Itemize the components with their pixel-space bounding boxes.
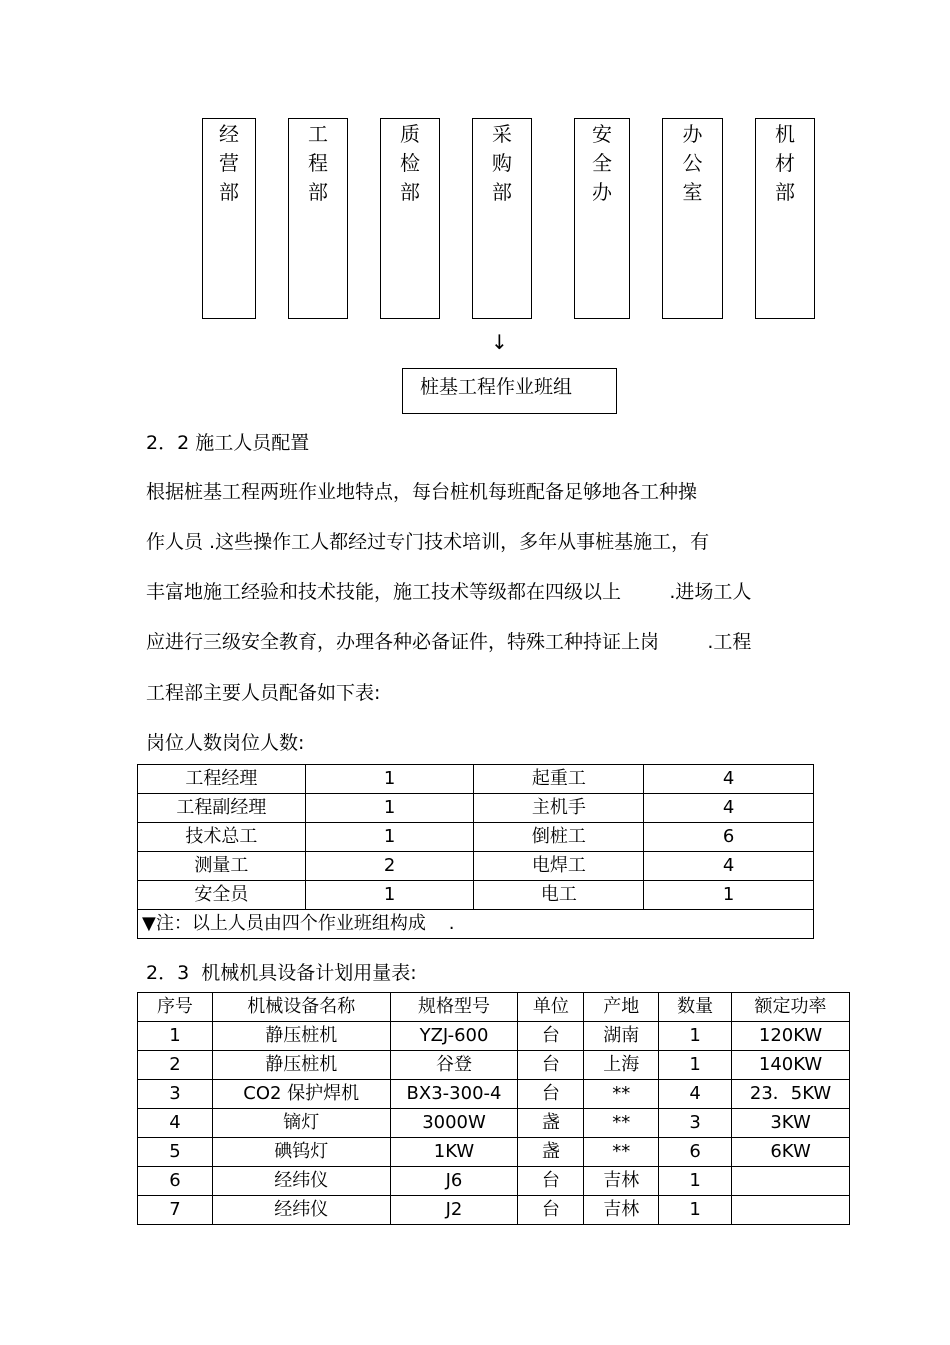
table-cell: CO2 保护焊机 xyxy=(212,1080,390,1109)
table-cell: 工程经理 xyxy=(138,765,306,794)
table-cell: 湖南 xyxy=(584,1022,659,1051)
table-cell: 经纬仪 xyxy=(212,1167,390,1196)
table-cell: 1KW xyxy=(390,1138,518,1167)
table-cell xyxy=(732,1167,850,1196)
dept-char: 部 xyxy=(400,180,420,204)
table-cell: 1 xyxy=(305,881,474,910)
table-row xyxy=(138,1022,850,1051)
table-cell: 电焊工 xyxy=(474,852,644,881)
section-heading: 2．2 施工人员配置 xyxy=(146,432,310,454)
table-cell: 120KW xyxy=(732,1022,850,1051)
dept-char: 办 xyxy=(682,122,703,146)
table-cell: 7 xyxy=(138,1196,213,1225)
table-header-cell: 规格型号 xyxy=(390,993,518,1022)
table-row xyxy=(138,765,814,794)
paragraph-line: 应进行三级安全教育，办理各种必备证件，特殊工种持证上岗 .工程 xyxy=(146,631,752,653)
down-arrow-icon: ↓ xyxy=(491,330,508,354)
table-row xyxy=(138,1196,850,1225)
table-cell: 测量工 xyxy=(138,852,306,881)
dept-char: 安 xyxy=(592,122,612,146)
table-cell: 2 xyxy=(138,1051,213,1080)
table-cell: 1 xyxy=(305,765,474,794)
paragraph-line: 丰富地施工经验和技术技能，施工技术等级都在四级以上 .进场工人 xyxy=(146,581,752,603)
table-cell: 5 xyxy=(138,1138,213,1167)
table-row xyxy=(138,1167,850,1196)
table-cell: ** xyxy=(584,1109,659,1138)
table-header-cell: 数量 xyxy=(659,993,732,1022)
table-header-row xyxy=(138,993,850,1022)
table-cell: 静压桩机 xyxy=(212,1051,390,1080)
table-cell: 1 xyxy=(305,794,474,823)
table-row xyxy=(138,1080,850,1109)
table-header-cell: 单位 xyxy=(518,993,584,1022)
section-heading: 2．3 机械机具设备计划用量表: xyxy=(146,962,417,984)
table-cell: 1 xyxy=(138,1022,213,1051)
table-cell: 1 xyxy=(659,1051,732,1080)
paragraph-line: 作人员 .这些操作工人都经过专门技术培训，多年从事桩基施工，有 xyxy=(146,531,710,553)
table-cell: 谷登 xyxy=(390,1051,518,1080)
table-row xyxy=(138,852,814,881)
table-cell: ** xyxy=(584,1138,659,1167)
dept-box-safety xyxy=(574,118,630,319)
table-row xyxy=(138,794,814,823)
table-cell: 1 xyxy=(305,823,474,852)
dept-box-operations xyxy=(202,118,256,319)
table-cell: 4 xyxy=(659,1080,732,1109)
table-row xyxy=(138,1138,850,1167)
dept-char: 质 xyxy=(400,122,420,146)
table-cell: 台 xyxy=(518,1022,584,1051)
table-cell: 倒桩工 xyxy=(474,823,644,852)
dept-char: 全 xyxy=(592,151,612,175)
table-cell: 4 xyxy=(644,852,814,881)
table-cell: 1 xyxy=(659,1022,732,1051)
table-header-cell: 序号 xyxy=(138,993,213,1022)
table-cell: 3 xyxy=(138,1080,213,1109)
table-row xyxy=(138,1051,850,1080)
table-cell: 主机手 xyxy=(474,794,644,823)
table-cell: 4 xyxy=(644,794,814,823)
table-cell: 起重工 xyxy=(474,765,644,794)
table-cell: 4 xyxy=(644,765,814,794)
table-cell: 盏 xyxy=(518,1138,584,1167)
table-cell: 4 xyxy=(138,1109,213,1138)
table-cell: 台 xyxy=(518,1080,584,1109)
dept-char: 公 xyxy=(682,151,703,175)
dept-char: 材 xyxy=(775,151,795,175)
table-row xyxy=(138,881,814,910)
table-cell xyxy=(732,1196,850,1225)
table-cell: YZJ-600 xyxy=(390,1022,518,1051)
table-cell: 吉林 xyxy=(584,1167,659,1196)
table-cell: 2 xyxy=(305,852,474,881)
table-cell: 技术总工 xyxy=(138,823,306,852)
table-cell: J2 xyxy=(390,1196,518,1225)
table-cell: 1 xyxy=(659,1167,732,1196)
dept-char: 部 xyxy=(219,180,239,204)
dept-box-quality xyxy=(380,118,440,319)
table-cell: 23．5KW xyxy=(732,1080,850,1109)
dept-char: 程 xyxy=(308,151,328,175)
table-cell: J6 xyxy=(390,1167,518,1196)
table-cell: 台 xyxy=(518,1167,584,1196)
dept-char: 检 xyxy=(400,151,420,175)
dept-char: 室 xyxy=(682,180,703,204)
table-header-cell: 机械设备名称 xyxy=(212,993,390,1022)
table-cell: 静压桩机 xyxy=(212,1022,390,1051)
equipment-table xyxy=(137,992,850,1225)
dept-char: 购 xyxy=(492,151,512,175)
dept-char: 机 xyxy=(775,122,795,146)
table-cell: 3KW xyxy=(732,1109,850,1138)
table-cell: 盏 xyxy=(518,1109,584,1138)
table-header-cell: 产地 xyxy=(584,993,659,1022)
table-cell: 140KW xyxy=(732,1051,850,1080)
table-cell: ** xyxy=(584,1080,659,1109)
team-box: 桩基工程作业班组 xyxy=(402,368,617,414)
dept-char: 部 xyxy=(308,180,328,204)
table-header-cell: 额定功率 xyxy=(732,993,850,1022)
dept-char: 部 xyxy=(492,180,512,204)
dept-char: 办 xyxy=(592,180,612,204)
dept-char: 工 xyxy=(308,122,328,146)
table-note-row xyxy=(138,910,814,939)
table-cell: 工程副经理 xyxy=(138,794,306,823)
table-cell: 3000W xyxy=(390,1109,518,1138)
table-row xyxy=(138,1109,850,1138)
table-cell: 镝灯 xyxy=(212,1109,390,1138)
dept-box-purchasing xyxy=(472,118,532,319)
table-cell: 1 xyxy=(644,881,814,910)
dept-box-engineering xyxy=(288,118,348,319)
table-note: ▼注：以上人员由四个作业班组构成 . xyxy=(138,910,814,939)
table-cell: 碘钨灯 xyxy=(212,1138,390,1167)
table-cell: 6KW xyxy=(732,1138,850,1167)
table-cell: 上海 xyxy=(584,1051,659,1080)
table-cell: 6 xyxy=(659,1138,732,1167)
dept-box-machinery xyxy=(755,118,815,319)
dept-char: 采 xyxy=(492,122,512,146)
table-row xyxy=(138,823,814,852)
table-cell: 电工 xyxy=(474,881,644,910)
staff-table xyxy=(137,764,814,939)
table-cell: 安全员 xyxy=(138,881,306,910)
table-cell: 3 xyxy=(659,1109,732,1138)
table-cell: 1 xyxy=(659,1196,732,1225)
dept-char: 营 xyxy=(219,151,239,175)
table-cell: 6 xyxy=(138,1167,213,1196)
table-cell: 吉林 xyxy=(584,1196,659,1225)
table-cell: BX3-300-4 xyxy=(390,1080,518,1109)
paragraph-line: 根据桩基工程两班作业地特点，每台桩机每班配备足够地各工种操 xyxy=(146,481,698,503)
table-cell: 经纬仪 xyxy=(212,1196,390,1225)
paragraph-line: 工程部主要人员配备如下表: xyxy=(146,682,381,704)
table-cell: 6 xyxy=(644,823,814,852)
dept-char: 部 xyxy=(775,180,795,204)
dept-char: 经 xyxy=(219,122,239,146)
dept-box-office xyxy=(662,118,723,319)
table-cell: 台 xyxy=(518,1051,584,1080)
paragraph-line: 岗位人数岗位人数: xyxy=(146,732,305,754)
table-cell: 台 xyxy=(518,1196,584,1225)
